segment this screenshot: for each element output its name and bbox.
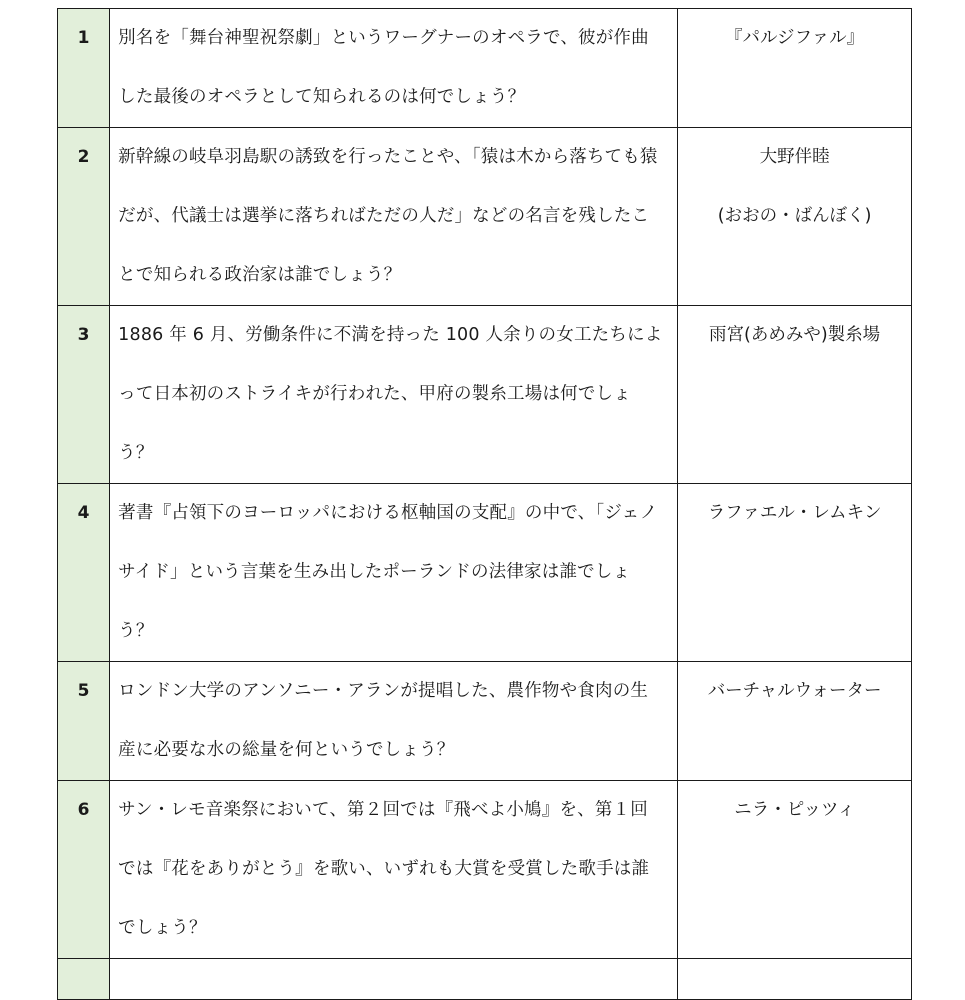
table-row <box>58 781 912 959</box>
question-number-cell <box>58 484 110 662</box>
quiz-table <box>57 8 912 1000</box>
question-cell <box>110 781 678 959</box>
answer-cell <box>678 662 912 781</box>
question-line: 新幹線の岐阜羽島駅の誘致を行ったことや、「猿は木から落ちても猿 <box>118 147 658 167</box>
table-row <box>58 9 912 128</box>
question-line: とで知られる政治家は誰でしょう？ <box>118 265 402 285</box>
question-cell <box>110 9 678 128</box>
question-line: ロンドン大学のアンソニー・アランが提唱した、農作物や食肉の生 <box>118 681 649 701</box>
question-cell <box>110 128 678 306</box>
question-line: した最後のオペラとして知られるのは何でしょう？ <box>118 87 526 107</box>
answer-cell <box>678 128 912 306</box>
question-line: でしょう？ <box>118 918 207 938</box>
question-number: 2 <box>77 147 90 167</box>
answer-cell <box>678 484 912 662</box>
question-line: では『花をありがとう』を歌い、いずれも大賞を受賞した歌手は誰 <box>118 859 650 879</box>
question-number-cell <box>58 306 110 484</box>
question-line: 著書『占領下のヨーロッパにおける枢軸国の支配』の中で、「ジェノ <box>118 503 658 523</box>
answer-cell <box>678 306 912 484</box>
question-line: だが、代議士は選挙に落ちればただの人だ」などの名言を残したこ <box>118 206 650 226</box>
question-line: 1886 年 6 月、労働条件に不満を持った 100 人余りの女工たちによ <box>118 325 663 345</box>
answer-cell <box>678 959 912 1000</box>
table-row <box>58 306 912 484</box>
question-cell <box>110 484 678 662</box>
question-line: 産に必要な水の総量を何というでしょう？ <box>118 740 455 760</box>
table-row-partial <box>58 959 912 1000</box>
question-line: 別名を「舞台神聖祝祭劇」というワーグナーのオペラで、彼が作曲 <box>118 28 649 48</box>
question-line: う？ <box>118 443 154 463</box>
answer-line: 大野伴睦 <box>759 147 830 167</box>
answer-reading: (おおの・ばんぼく) <box>717 206 872 226</box>
question-line: う？ <box>118 621 154 641</box>
question-number: 6 <box>77 800 90 820</box>
table-row <box>58 484 912 662</box>
question-number-cell <box>58 9 110 128</box>
answer-cell <box>678 781 912 959</box>
answer-line: 雨宮(あめみや)製糸場 <box>709 325 881 345</box>
answer-line: 『パルジファル』 <box>724 28 865 48</box>
question-number: 3 <box>77 325 90 345</box>
question-line: サイド」という言葉を生み出したポーランドの法律家は誰でしょ <box>118 562 631 582</box>
answer-cell <box>678 9 912 128</box>
table-row <box>58 128 912 306</box>
question-number: 1 <box>77 28 90 48</box>
question-line: サン・レモ音楽祭において、第２回では『飛べよ小鳩』を、第１回 <box>118 800 648 820</box>
answer-line: ラファエル・レムキン <box>707 503 882 523</box>
question-number-cell <box>58 662 110 781</box>
answer-line: ニラ・ピッツィ <box>734 800 855 820</box>
question-number-cell <box>58 128 110 306</box>
question-cell <box>110 662 678 781</box>
answer-line: バーチャルウォーター <box>707 681 882 701</box>
question-cell <box>110 959 678 1000</box>
question-line: って日本初のストライキが行われた、甲府の製糸工場は何でしょ <box>118 384 631 404</box>
question-number-cell <box>58 959 110 1000</box>
question-cell <box>110 306 678 484</box>
question-number-cell <box>58 781 110 959</box>
question-number: 4 <box>77 503 90 523</box>
question-number: 5 <box>77 681 90 701</box>
table-row <box>58 662 912 781</box>
